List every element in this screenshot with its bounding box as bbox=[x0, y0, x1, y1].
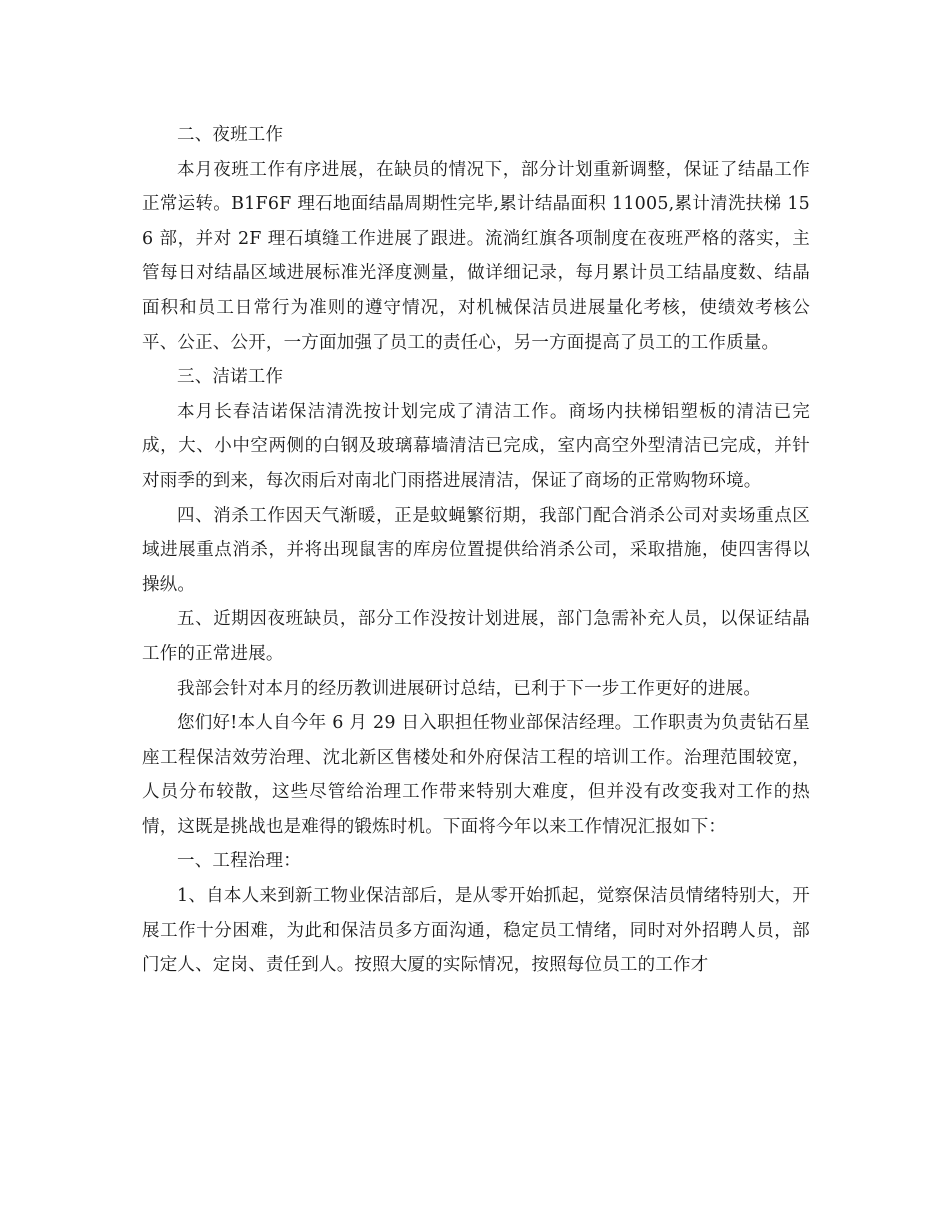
section-heading-jienuo: 三、洁诺工作 bbox=[177, 367, 284, 388]
paragraph-night-shift: 本月夜班工作有序进展，在缺员的情况下，部分计划重新调整，保证了结晶工作正常运转。B1F6F 理石地面结晶周期性完毕,累计结晶面积 11005,累计清洗扶梯 156 部，并对 2F 理石填缝工作进展了跟进。流淌红旗各项制度在夜班严格的落实，主管每日对结晶区域进展标准光泽度测量，做详细记录，每月累计员工结晶度数、结晶面积和员工日常行为准则的遵守情况，对机械保洁员进展量化考核，使绩效考核公平、公正、公开，一方面加强了员工的责任心，另一方面提高了员工的工作质量。 bbox=[142, 159, 810, 353]
paragraph-jienuo: 本月长春洁诺保洁清洗按计划完成了清洁工作。商场内扶梯铝塑板的清洁已完成，大、小中空两侧的白钢及玻璃幕墙清洁已完成，室内高空外型清洁已完成，并针对雨季的到来，每次雨后对南北门雨搭进展清洁，保证了商场的正常购物环境。 bbox=[142, 401, 810, 491]
paragraph-introduction: 您们好!本人自今年 6 月 29 日入职担任物业部保洁经理。工作职责为负责钻石星座工程保洁效劳治理、沈北新区售楼处和外府保洁工程的培训工作。治理范围较宽，人员分布较散，这些尽管给治理工作带来特别大难度，但并没有改变我对工作的热情，这既是挑战也是难得的锻炼时机。下面将今年以来工作情况汇报如下： bbox=[142, 713, 810, 837]
paragraph-staffing: 五、近期因夜班缺员，部分工作没按计划进展，部门急需补充人员，以保证结晶工作的正常进展。 bbox=[142, 609, 810, 664]
paragraph-summary: 我部会针对本月的经历教训进展研讨总结，已利于下一步工作更好的进展。 bbox=[177, 678, 762, 699]
section-heading-night-shift: 二、夜班工作 bbox=[177, 125, 284, 145]
paragraph-item-1: 1、自本人来到新工物业保洁部后，是从零开始抓起，觉察保洁员情绪特别大，开展工作十分困难，为此和保洁员多方面沟通，稳定员工情绪，同时对外招聘人员，部门定人、定岗、责任到人。按照大厦的实际情况，按照每位员工的工作才 bbox=[142, 886, 810, 976]
paragraph-disinfection: 四、消杀工作因天气渐暖，正是蚊蝇繁衍期，我部门配合消杀公司对卖场重点区域进展重点消杀，并将出现鼠害的库房位置提供给消杀公司，采取措施，使四害得以操纵。 bbox=[142, 505, 810, 595]
section-heading-project-management: 一、工程治理： bbox=[177, 851, 301, 872]
document-page bbox=[142, 118, 810, 983]
